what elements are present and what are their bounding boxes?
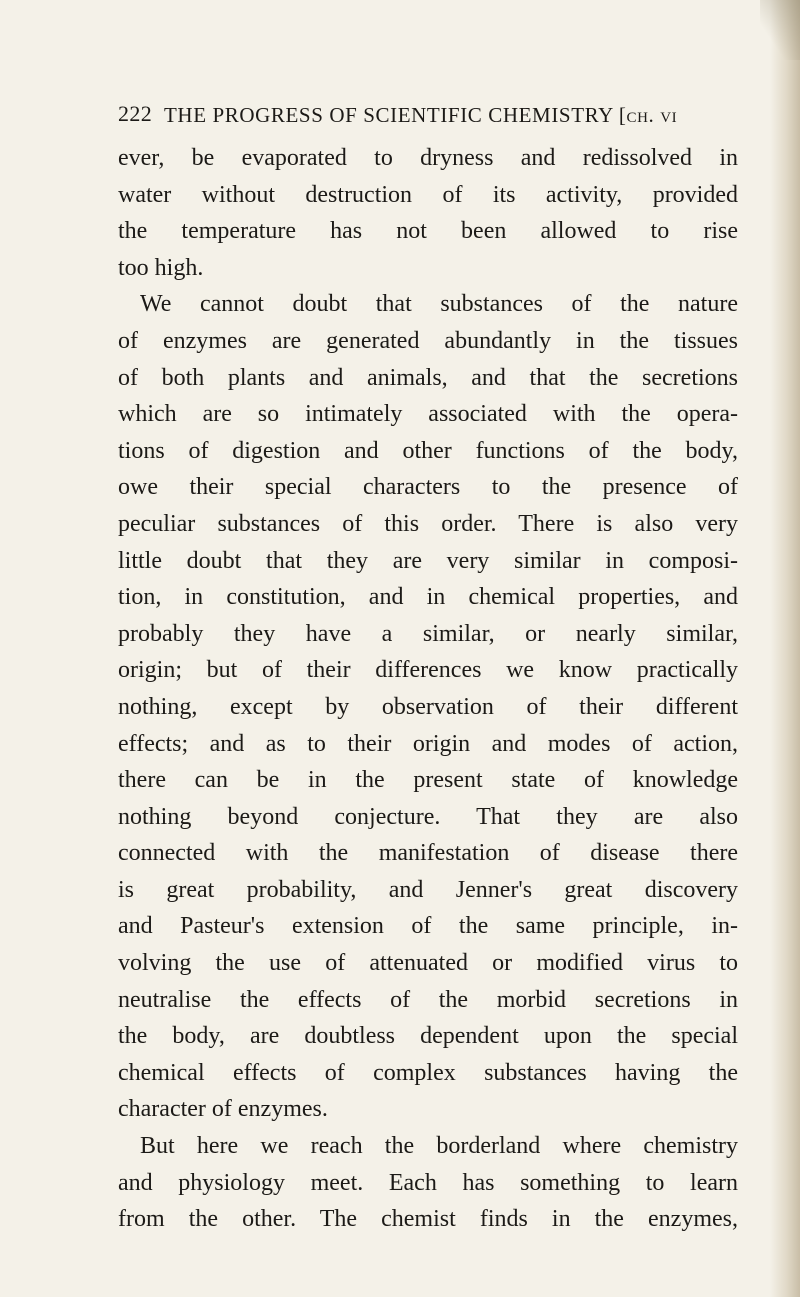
text-line: tion, in constitution, and in chemical properties, and	[118, 584, 738, 611]
text-line: probably they have a similar, or nearly similar,	[118, 620, 738, 647]
text-line: little doubt that they are very similar in composi-	[118, 547, 738, 574]
text-line: owe their special characters to the presence of	[118, 474, 738, 501]
page-number: 222	[118, 101, 153, 126]
text-line: of both plants and animals, and that the secretions	[118, 364, 738, 391]
text-line: and Pasteur's extension of the same principle, in-	[118, 913, 738, 940]
page-edge-shadow	[770, 0, 800, 1297]
text-line: and physiology meet. Each has something to learn	[118, 1169, 738, 1196]
text-line: effects; and as to their origin and modes of action,	[118, 730, 738, 757]
text-line: character of enzymes.	[118, 1096, 328, 1123]
text-line: peculiar substances of this order. There is also very	[118, 510, 738, 537]
text-line: the temperature has not been allowed to rise	[118, 218, 738, 245]
text-line: neutralise the effects of the morbid secretions in	[118, 986, 738, 1013]
text-line: from the other. The chemist finds in the enzymes,	[118, 1206, 738, 1233]
running-head: THE PROGRESS OF SCIENTIFIC CHEMISTRY [ch. vi	[164, 103, 678, 127]
text-line: chemical effects of complex substances having the	[118, 1059, 738, 1086]
text-line: We cannot doubt that substances of the nature	[140, 291, 738, 318]
text-line: ever, be evaporated to dryness and redissolved in	[118, 145, 738, 171]
text-line: nothing beyond conjecture. That they are also	[118, 803, 738, 830]
text-line: origin; but of their differences we know practically	[118, 657, 738, 684]
text-line: volving the use of attenuated or modified virus to	[118, 950, 738, 977]
text-line: nothing, except by observation of their different	[118, 693, 738, 720]
text-line: there can be in the present state of knowledge	[118, 767, 738, 794]
body-text	[118, 140, 738, 1238]
text-line: which are so intimately associated with the opera-	[118, 401, 738, 428]
text-line: too high.	[118, 254, 204, 281]
page-corner-shadow	[760, 0, 800, 60]
text-line: of enzymes are generated abundantly in the tissues	[118, 327, 738, 354]
page-header	[118, 101, 738, 133]
text-line: water without destruction of its activity, provided	[118, 181, 738, 208]
text-line: the body, are doubtless dependent upon the special	[118, 1023, 738, 1050]
text-line: connected with the manifestation of disease there	[118, 840, 738, 867]
text-line: But here we reach the borderland where chemistry	[140, 1133, 738, 1160]
text-line: tions of digestion and other functions of the body,	[118, 437, 738, 464]
text-line: is great probability, and Jenner's great discovery	[118, 876, 738, 903]
